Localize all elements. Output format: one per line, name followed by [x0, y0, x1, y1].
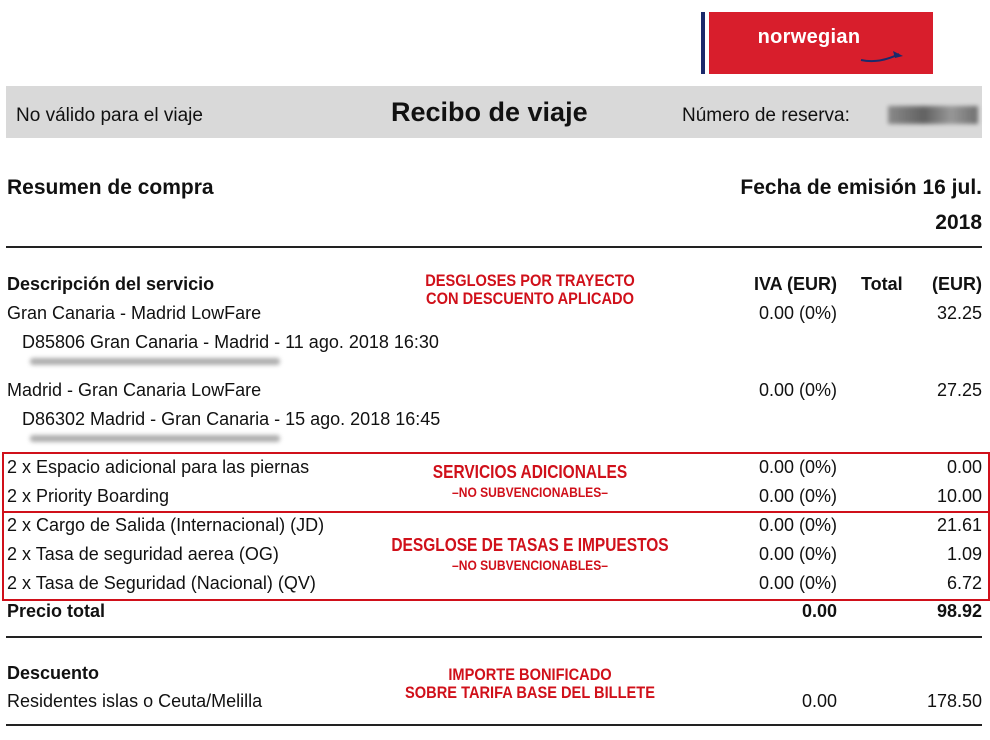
service-row-vat: 0.00 (0%) [758, 380, 837, 400]
booking-number-redacted [888, 106, 978, 124]
annotation-line: SOBRE TARIFA BASE DEL BILLETE [405, 683, 655, 702]
norwegian-logo [709, 12, 933, 74]
service-row-vat: 0.00 (0%) [758, 457, 837, 477]
issue-date-year: 2018 [935, 211, 982, 234]
total-price-vat: 0.00 [801, 601, 837, 621]
tax-row-total: 1.09 [946, 544, 982, 564]
airplane-swoosh-icon [859, 48, 907, 64]
service-row-label: Madrid - Gran Canaria LowFare [7, 380, 262, 400]
annotation-line: SERVICIOS ADICIONALES [432, 462, 628, 482]
total-price-amount: 98.92 [936, 601, 982, 621]
tax-row-vat: 0.00 (0%) [758, 573, 837, 593]
tax-row-label: 2 x Cargo de Salida (Internacional) (JD) [7, 515, 325, 535]
discount-amount: 178.50 [926, 691, 982, 711]
tax-row-total: 6.72 [946, 573, 982, 593]
tax-row-total: 21.61 [936, 515, 982, 535]
service-row-label: Gran Canaria - Madrid LowFare [7, 303, 262, 323]
tax-row-vat: 0.00 (0%) [758, 515, 837, 535]
tax-row-label: 2 x Tasa de seguridad aerea (OG) [7, 544, 279, 564]
tax-row-vat: 0.00 (0%) [758, 544, 837, 564]
flight-detail: D86302 Madrid - Gran Canaria - 15 ago. 2018 16:45 [22, 409, 441, 429]
not-valid-notice: No válido para el viaje [16, 105, 203, 126]
divider [6, 246, 982, 248]
annotation-line: CON DESCUENTO APLICADO [426, 289, 634, 308]
discount-title: Descuento [7, 663, 100, 683]
purchase-summary-title: Resumen de compra [7, 176, 214, 199]
col-eur: (EUR) [932, 274, 982, 294]
discount-vat: 0.00 [801, 691, 837, 711]
logo-stripe [701, 12, 705, 74]
redacted-passenger [30, 358, 280, 365]
annotation-line: –NO SUBVENCIONABLES– [452, 557, 608, 573]
booking-number-label: Número de reserva: [682, 105, 850, 126]
service-row-vat: 0.00 (0%) [758, 303, 837, 323]
col-vat: IVA (EUR) [754, 274, 837, 294]
col-description: Descripción del servicio [7, 274, 215, 294]
annotation-segments [410, 272, 651, 308]
receipt-header-bar [6, 86, 982, 138]
annotation-line: DESGLOSE DE TASAS E IMPUESTOS [391, 535, 669, 555]
flight-detail: D85806 Gran Canaria - Madrid - 11 ago. 2018 16:30 [22, 332, 439, 352]
annotation-services [410, 462, 651, 502]
redacted-passenger [30, 435, 280, 442]
annotation-bonus [392, 666, 667, 702]
annotation-taxes [384, 535, 676, 575]
annotation-line: –NO SUBVENCIONABLES– [452, 484, 608, 500]
total-price-label: Precio total [7, 601, 106, 621]
issue-date: Fecha de emisión 16 jul. [740, 176, 982, 199]
service-row-total: 10.00 [936, 486, 982, 506]
page-title: Recibo de viaje [391, 97, 588, 127]
divider [6, 636, 982, 638]
tax-row-label: 2 x Tasa de Seguridad (Nacional) (QV) [7, 573, 316, 593]
service-row-total: 0.00 [946, 457, 982, 477]
discount-label: Residentes islas o Ceuta/Melilla [7, 691, 263, 711]
service-row-label: 2 x Priority Boarding [7, 486, 170, 506]
service-row-vat: 0.00 (0%) [758, 486, 837, 506]
logo-text: norwegian [757, 26, 861, 48]
col-total: Total [861, 274, 903, 294]
service-row-label: 2 x Espacio adicional para las piernas [7, 457, 310, 477]
divider [6, 724, 982, 726]
service-row-total: 32.25 [936, 303, 982, 323]
service-row-total: 27.25 [936, 380, 982, 400]
annotation-line: DESGLOSES POR TRAYECTO [425, 271, 635, 290]
annotation-line: IMPORTE BONIFICADO [448, 665, 612, 684]
